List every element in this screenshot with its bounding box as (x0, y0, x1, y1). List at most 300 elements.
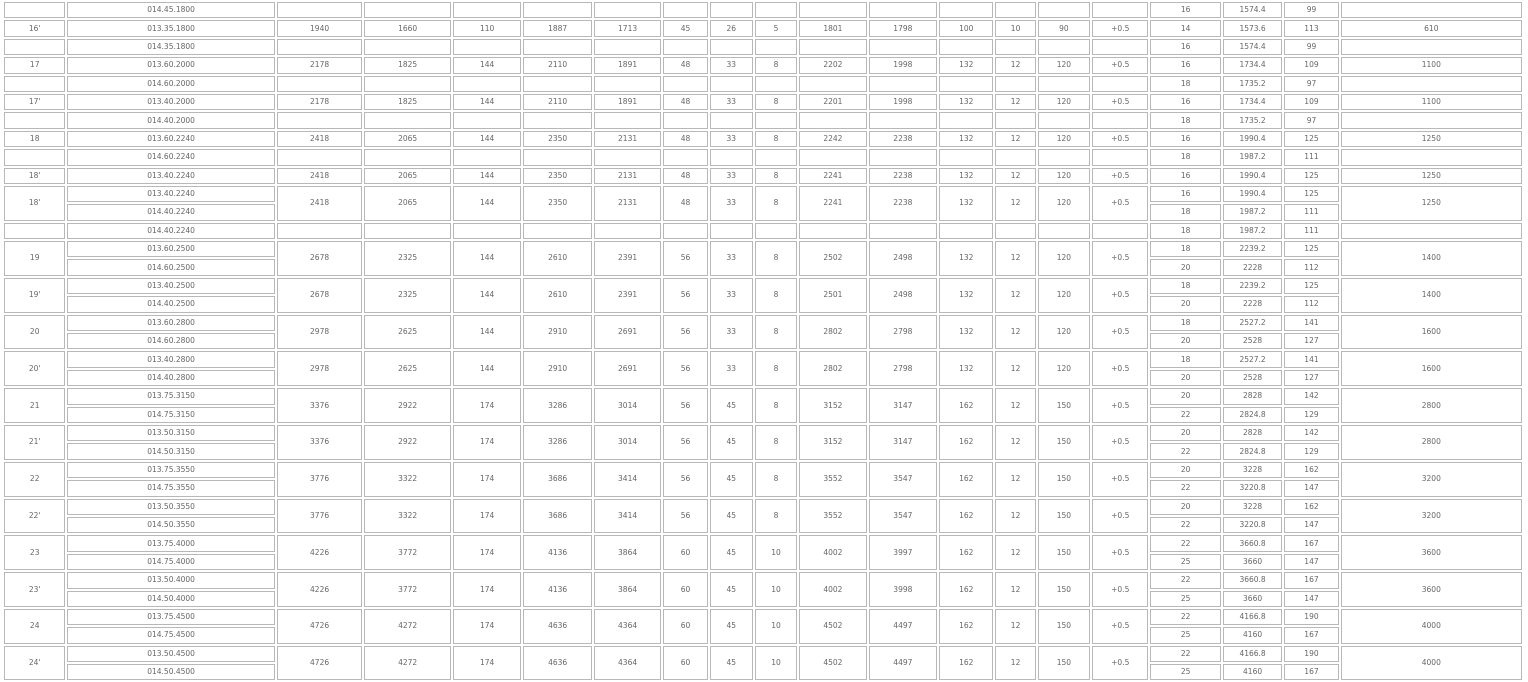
dim-f-cell (663, 2, 707, 18)
dim-g-cell: 33 (710, 315, 753, 350)
dim-b-cell: 2065 (364, 168, 451, 184)
dim-h-cell: 8 (755, 499, 797, 534)
dim-m-cell: 120 (1038, 186, 1090, 221)
dim-g-cell: 45 (710, 572, 753, 607)
dim-k-cell: 132 (939, 57, 993, 73)
dim-d-cell: 2110 (523, 57, 591, 73)
code-cell: 014.35.1800 (67, 39, 274, 55)
rating-cell: 3200 (1341, 499, 1522, 534)
table-row (4, 57, 1522, 73)
sub-count-cell: 16 (1150, 94, 1220, 110)
dim-k-cell: 132 (939, 186, 993, 221)
size-cell: 16' (4, 20, 65, 36)
size-cell: 24 (4, 609, 65, 644)
size-cell: 20' (4, 351, 65, 386)
dim-j-cell: 3998 (869, 572, 937, 607)
sub-length-cell: 1990.4 (1223, 168, 1282, 184)
rating-cell (1341, 223, 1522, 239)
dim-c-cell (453, 39, 521, 55)
sub-length-cell: 3220.8 (1223, 480, 1282, 496)
table-row (4, 186, 1522, 202)
dim-e-cell: 3014 (594, 388, 661, 423)
sub-pitch-cell: 99 (1284, 39, 1338, 55)
rating-cell: 2800 (1341, 425, 1522, 460)
dim-g-cell: 45 (710, 499, 753, 534)
rating-cell: 1100 (1341, 57, 1522, 73)
dim-g-cell (710, 149, 753, 165)
code-cell: 013.75.4000 (67, 535, 274, 551)
dim-c-cell: 110 (453, 20, 521, 36)
dim-l-cell: 12 (995, 535, 1035, 570)
sub-length-cell: 2228 (1223, 259, 1282, 275)
dim-m-cell (1038, 39, 1090, 55)
dim-a-cell (277, 39, 363, 55)
sub-pitch-cell: 142 (1284, 388, 1338, 404)
size-cell: 21' (4, 425, 65, 460)
dim-c-cell: 144 (453, 315, 521, 350)
dim-f-cell: 60 (663, 646, 707, 681)
sub-count-cell: 25 (1150, 554, 1220, 570)
dim-b-cell: 1825 (364, 94, 451, 110)
dim-l-cell (995, 112, 1035, 128)
dim-h-cell: 5 (755, 20, 797, 36)
dim-j-cell: 3547 (869, 499, 937, 534)
sub-count-cell: 18 (1150, 241, 1220, 257)
dim-c-cell: 144 (453, 278, 521, 313)
dim-d-cell: 4636 (523, 646, 591, 681)
rating-cell: 1400 (1341, 278, 1522, 313)
dim-a-cell: 2178 (277, 94, 363, 110)
dim-a-cell: 3376 (277, 388, 363, 423)
dim-h-cell: 8 (755, 351, 797, 386)
sub-pitch-cell: 127 (1284, 370, 1338, 386)
dim-i-cell (799, 2, 866, 18)
table-row (4, 315, 1522, 331)
table-row (4, 499, 1522, 515)
dim-h-cell: 8 (755, 186, 797, 221)
dim-l-cell: 12 (995, 94, 1035, 110)
sub-length-cell: 2239.2 (1223, 278, 1282, 294)
dim-h-cell: 10 (755, 535, 797, 570)
dim-i-cell: 2201 (799, 94, 866, 110)
dim-k-cell: 132 (939, 94, 993, 110)
sub-length-cell: 2228 (1223, 296, 1282, 312)
dim-m-cell: 120 (1038, 315, 1090, 350)
dim-j-cell: 2798 (869, 351, 937, 386)
dim-m-cell: 150 (1038, 499, 1090, 534)
dim-c-cell: 144 (453, 351, 521, 386)
table-row (4, 278, 1522, 294)
dim-d-cell (523, 223, 591, 239)
table-row (4, 39, 1522, 55)
sub-length-cell: 1987.2 (1223, 204, 1282, 220)
dim-g-cell (710, 76, 753, 92)
sub-length-cell: 4166.8 (1223, 646, 1282, 662)
rating-cell (1341, 76, 1522, 92)
table-row (4, 20, 1522, 36)
sub-length-cell: 2527.2 (1223, 315, 1282, 331)
dim-f-cell: 60 (663, 572, 707, 607)
dim-k-cell (939, 149, 993, 165)
dim-m-cell (1038, 2, 1090, 18)
sub-count-cell: 22 (1150, 443, 1220, 459)
dim-e-cell (594, 76, 661, 92)
dim-d-cell (523, 76, 591, 92)
sub-pitch-cell: 99 (1284, 2, 1338, 18)
spec-table-body (4, 2, 1522, 680)
spec-table (2, 0, 1524, 682)
dim-c-cell (453, 76, 521, 92)
dim-l-cell: 12 (995, 351, 1035, 386)
sub-count-cell: 20 (1150, 370, 1220, 386)
dim-m-cell: 120 (1038, 57, 1090, 73)
sub-length-cell: 1735.2 (1223, 112, 1282, 128)
dim-l-cell: 12 (995, 388, 1035, 423)
dim-b-cell: 2625 (364, 351, 451, 386)
sub-length-cell: 2824.8 (1223, 407, 1282, 423)
dim-c-cell: 144 (453, 186, 521, 221)
tolerance-cell: +0.5 (1092, 186, 1148, 221)
size-cell (4, 223, 65, 239)
dim-b-cell: 3322 (364, 499, 451, 534)
sub-length-cell: 4160 (1223, 664, 1282, 680)
dim-b-cell: 2625 (364, 315, 451, 350)
dim-b-cell: 4272 (364, 609, 451, 644)
code-cell: 014.60.2500 (67, 259, 274, 275)
sub-length-cell: 2528 (1223, 333, 1282, 349)
rating-cell: 1400 (1341, 241, 1522, 276)
dim-m-cell: 150 (1038, 462, 1090, 497)
dim-g-cell: 45 (710, 462, 753, 497)
dim-j-cell: 4497 (869, 609, 937, 644)
dim-c-cell: 174 (453, 535, 521, 570)
rating-cell: 1600 (1341, 351, 1522, 386)
sub-length-cell: 3660.8 (1223, 572, 1282, 588)
dim-b-cell (364, 223, 451, 239)
dim-f-cell: 60 (663, 535, 707, 570)
sub-count-cell: 16 (1150, 168, 1220, 184)
dim-g-cell (710, 112, 753, 128)
dim-a-cell (277, 112, 363, 128)
sub-pitch-cell: 127 (1284, 333, 1338, 349)
dim-c-cell: 144 (453, 57, 521, 73)
dim-m-cell: 120 (1038, 94, 1090, 110)
sub-count-cell: 18 (1150, 351, 1220, 367)
dim-m-cell: 150 (1038, 572, 1090, 607)
sub-pitch-cell: 147 (1284, 480, 1338, 496)
dim-j-cell: 1798 (869, 20, 937, 36)
code-cell: 014.45.1800 (67, 2, 274, 18)
dim-g-cell: 33 (710, 278, 753, 313)
sub-pitch-cell: 129 (1284, 407, 1338, 423)
dim-f-cell: 56 (663, 241, 707, 276)
dim-a-cell (277, 223, 363, 239)
code-cell: 014.40.2500 (67, 296, 274, 312)
code-cell: 013.40.2500 (67, 278, 274, 294)
dim-m-cell: 120 (1038, 351, 1090, 386)
sub-length-cell: 1987.2 (1223, 149, 1282, 165)
code-cell: 013.60.2500 (67, 241, 274, 257)
dim-d-cell: 3686 (523, 462, 591, 497)
dim-i-cell: 1801 (799, 20, 866, 36)
sub-pitch-cell: 129 (1284, 443, 1338, 459)
code-cell: 014.50.4500 (67, 664, 274, 680)
code-cell: 013.50.3550 (67, 499, 274, 515)
dim-d-cell: 2350 (523, 131, 591, 147)
dim-k-cell: 162 (939, 425, 993, 460)
dim-m-cell: 150 (1038, 388, 1090, 423)
rating-cell: 3600 (1341, 535, 1522, 570)
dim-k-cell: 162 (939, 535, 993, 570)
table-row (4, 112, 1522, 128)
dim-b-cell: 3772 (364, 535, 451, 570)
sub-pitch-cell: 167 (1284, 535, 1338, 551)
size-cell: 24' (4, 646, 65, 681)
dim-a-cell: 4726 (277, 609, 363, 644)
sub-count-cell: 22 (1150, 407, 1220, 423)
sub-pitch-cell: 97 (1284, 112, 1338, 128)
dim-b-cell (364, 39, 451, 55)
size-cell: 17' (4, 94, 65, 110)
dim-j-cell: 2238 (869, 186, 937, 221)
sub-length-cell: 3660 (1223, 591, 1282, 607)
sub-count-cell: 22 (1150, 572, 1220, 588)
dim-k-cell: 162 (939, 609, 993, 644)
dim-k-cell: 132 (939, 315, 993, 350)
dim-g-cell: 45 (710, 388, 753, 423)
sub-pitch-cell: 125 (1284, 241, 1338, 257)
sub-length-cell: 1574.4 (1223, 2, 1282, 18)
code-cell: 014.60.2240 (67, 149, 274, 165)
dim-f-cell: 48 (663, 131, 707, 147)
sub-count-cell: 20 (1150, 296, 1220, 312)
dim-b-cell: 2325 (364, 241, 451, 276)
dim-b-cell: 3772 (364, 572, 451, 607)
table-row (4, 646, 1522, 662)
dim-i-cell: 4002 (799, 535, 866, 570)
sub-count-cell: 22 (1150, 480, 1220, 496)
dim-a-cell (277, 76, 363, 92)
code-cell: 014.50.3150 (67, 443, 274, 459)
dim-d-cell: 4136 (523, 535, 591, 570)
code-cell: 014.75.3550 (67, 480, 274, 496)
dim-j-cell: 1998 (869, 57, 937, 73)
dim-f-cell: 56 (663, 388, 707, 423)
sub-length-cell: 1734.4 (1223, 94, 1282, 110)
sub-count-cell: 22 (1150, 646, 1220, 662)
code-cell: 014.50.3550 (67, 517, 274, 533)
dim-i-cell: 2501 (799, 278, 866, 313)
sub-count-cell: 25 (1150, 664, 1220, 680)
dim-j-cell: 1998 (869, 94, 937, 110)
sub-length-cell: 3660 (1223, 554, 1282, 570)
dim-c-cell (453, 149, 521, 165)
sub-count-cell: 18 (1150, 278, 1220, 294)
dim-k-cell (939, 112, 993, 128)
tolerance-cell: +0.5 (1092, 646, 1148, 681)
dim-e-cell: 3864 (594, 572, 661, 607)
dim-k-cell (939, 39, 993, 55)
dim-a-cell: 4226 (277, 572, 363, 607)
dim-a-cell: 2978 (277, 315, 363, 350)
sub-length-cell: 3228 (1223, 499, 1282, 515)
rating-cell: 1100 (1341, 94, 1522, 110)
dim-k-cell: 162 (939, 462, 993, 497)
dim-d-cell: 2110 (523, 94, 591, 110)
dim-l-cell (995, 76, 1035, 92)
tolerance-cell: +0.5 (1092, 131, 1148, 147)
dim-m-cell: 120 (1038, 278, 1090, 313)
sub-pitch-cell: 167 (1284, 572, 1338, 588)
sub-pitch-cell: 113 (1284, 20, 1338, 36)
dim-e-cell: 2691 (594, 315, 661, 350)
code-cell: 013.75.3550 (67, 462, 274, 478)
dim-e-cell: 3864 (594, 535, 661, 570)
dim-a-cell: 3376 (277, 425, 363, 460)
dim-i-cell: 3152 (799, 388, 866, 423)
dim-g-cell: 33 (710, 168, 753, 184)
dim-g-cell: 33 (710, 57, 753, 73)
dim-e-cell: 4364 (594, 609, 661, 644)
tolerance-cell: +0.5 (1092, 315, 1148, 350)
dim-d-cell: 1887 (523, 20, 591, 36)
rating-cell: 1250 (1341, 186, 1522, 221)
size-cell (4, 149, 65, 165)
sub-count-cell: 16 (1150, 39, 1220, 55)
dim-b-cell: 2065 (364, 131, 451, 147)
dim-e-cell (594, 223, 661, 239)
sub-count-cell: 14 (1150, 20, 1220, 36)
dim-b-cell (364, 2, 451, 18)
tolerance-cell: +0.5 (1092, 572, 1148, 607)
tolerance-cell: +0.5 (1092, 462, 1148, 497)
dim-b-cell (364, 112, 451, 128)
dim-l-cell: 12 (995, 425, 1035, 460)
code-cell: 014.60.2800 (67, 333, 274, 349)
rating-cell: 1250 (1341, 168, 1522, 184)
dim-i-cell: 2241 (799, 168, 866, 184)
size-cell: 21 (4, 388, 65, 423)
dim-b-cell: 4272 (364, 646, 451, 681)
tolerance-cell (1092, 39, 1148, 55)
dim-e-cell: 2391 (594, 241, 661, 276)
dim-f-cell: 56 (663, 499, 707, 534)
dim-h-cell: 10 (755, 646, 797, 681)
tolerance-cell (1092, 2, 1148, 18)
dim-i-cell: 2202 (799, 57, 866, 73)
dim-i-cell: 2502 (799, 241, 866, 276)
dim-j-cell: 2498 (869, 278, 937, 313)
dim-g-cell (710, 223, 753, 239)
dim-f-cell (663, 112, 707, 128)
sub-count-cell: 20 (1150, 499, 1220, 515)
rating-cell (1341, 149, 1522, 165)
dim-l-cell: 12 (995, 57, 1035, 73)
size-cell: 17 (4, 57, 65, 73)
tolerance-cell: +0.5 (1092, 168, 1148, 184)
dim-j-cell (869, 2, 937, 18)
size-cell: 19' (4, 278, 65, 313)
sub-length-cell: 1990.4 (1223, 186, 1282, 202)
sub-length-cell: 2239.2 (1223, 241, 1282, 257)
sub-count-cell: 20 (1150, 333, 1220, 349)
dim-m-cell: 120 (1038, 168, 1090, 184)
size-cell: 22' (4, 499, 65, 534)
dim-g-cell: 33 (710, 241, 753, 276)
dim-c-cell: 144 (453, 241, 521, 276)
sub-length-cell: 3228 (1223, 462, 1282, 478)
dim-m-cell: 150 (1038, 425, 1090, 460)
dim-c-cell: 174 (453, 499, 521, 534)
dim-l-cell: 12 (995, 241, 1035, 276)
dim-d-cell (523, 149, 591, 165)
size-cell: 23 (4, 535, 65, 570)
dim-h-cell: 8 (755, 315, 797, 350)
table-row (4, 572, 1522, 588)
dim-m-cell: 120 (1038, 241, 1090, 276)
code-cell: 013.75.3150 (67, 388, 274, 404)
dim-k-cell: 132 (939, 278, 993, 313)
dim-d-cell: 2910 (523, 315, 591, 350)
dim-d-cell: 2610 (523, 278, 591, 313)
code-cell: 014.40.2240 (67, 223, 274, 239)
sub-pitch-cell: 147 (1284, 554, 1338, 570)
table-row (4, 351, 1522, 367)
dim-g-cell: 26 (710, 20, 753, 36)
sub-count-cell: 25 (1150, 591, 1220, 607)
code-cell: 014.60.2000 (67, 76, 274, 92)
rating-cell: 610 (1341, 20, 1522, 36)
dim-l-cell (995, 223, 1035, 239)
sub-pitch-cell: 97 (1284, 76, 1338, 92)
table-row (4, 241, 1522, 257)
dim-g-cell: 45 (710, 535, 753, 570)
dim-h-cell: 8 (755, 131, 797, 147)
sub-count-cell: 16 (1150, 186, 1220, 202)
dim-c-cell: 174 (453, 425, 521, 460)
dim-b-cell: 2065 (364, 186, 451, 221)
dim-h-cell: 8 (755, 278, 797, 313)
code-cell: 014.50.4000 (67, 591, 274, 607)
rating-cell: 3200 (1341, 462, 1522, 497)
dim-j-cell (869, 223, 937, 239)
dim-k-cell: 162 (939, 572, 993, 607)
code-cell: 013.60.2800 (67, 315, 274, 331)
sub-count-cell: 22 (1150, 535, 1220, 551)
dim-e-cell: 2131 (594, 168, 661, 184)
dim-f-cell: 56 (663, 278, 707, 313)
tolerance-cell: +0.5 (1092, 20, 1148, 36)
table-row (4, 131, 1522, 147)
dim-c-cell: 174 (453, 462, 521, 497)
dim-b-cell: 2922 (364, 425, 451, 460)
dim-h-cell: 8 (755, 168, 797, 184)
sub-count-cell: 18 (1150, 112, 1220, 128)
tolerance-cell: +0.5 (1092, 609, 1148, 644)
dim-m-cell: 120 (1038, 131, 1090, 147)
code-cell: 014.75.4500 (67, 627, 274, 643)
dim-h-cell (755, 76, 797, 92)
code-cell: 013.40.2240 (67, 186, 274, 202)
table-row (4, 168, 1522, 184)
dim-b-cell (364, 149, 451, 165)
code-cell: 013.60.2240 (67, 131, 274, 147)
dim-e-cell (594, 39, 661, 55)
dim-a-cell: 3776 (277, 462, 363, 497)
dim-c-cell: 174 (453, 572, 521, 607)
sub-length-cell: 1574.4 (1223, 39, 1282, 55)
dim-h-cell: 8 (755, 388, 797, 423)
